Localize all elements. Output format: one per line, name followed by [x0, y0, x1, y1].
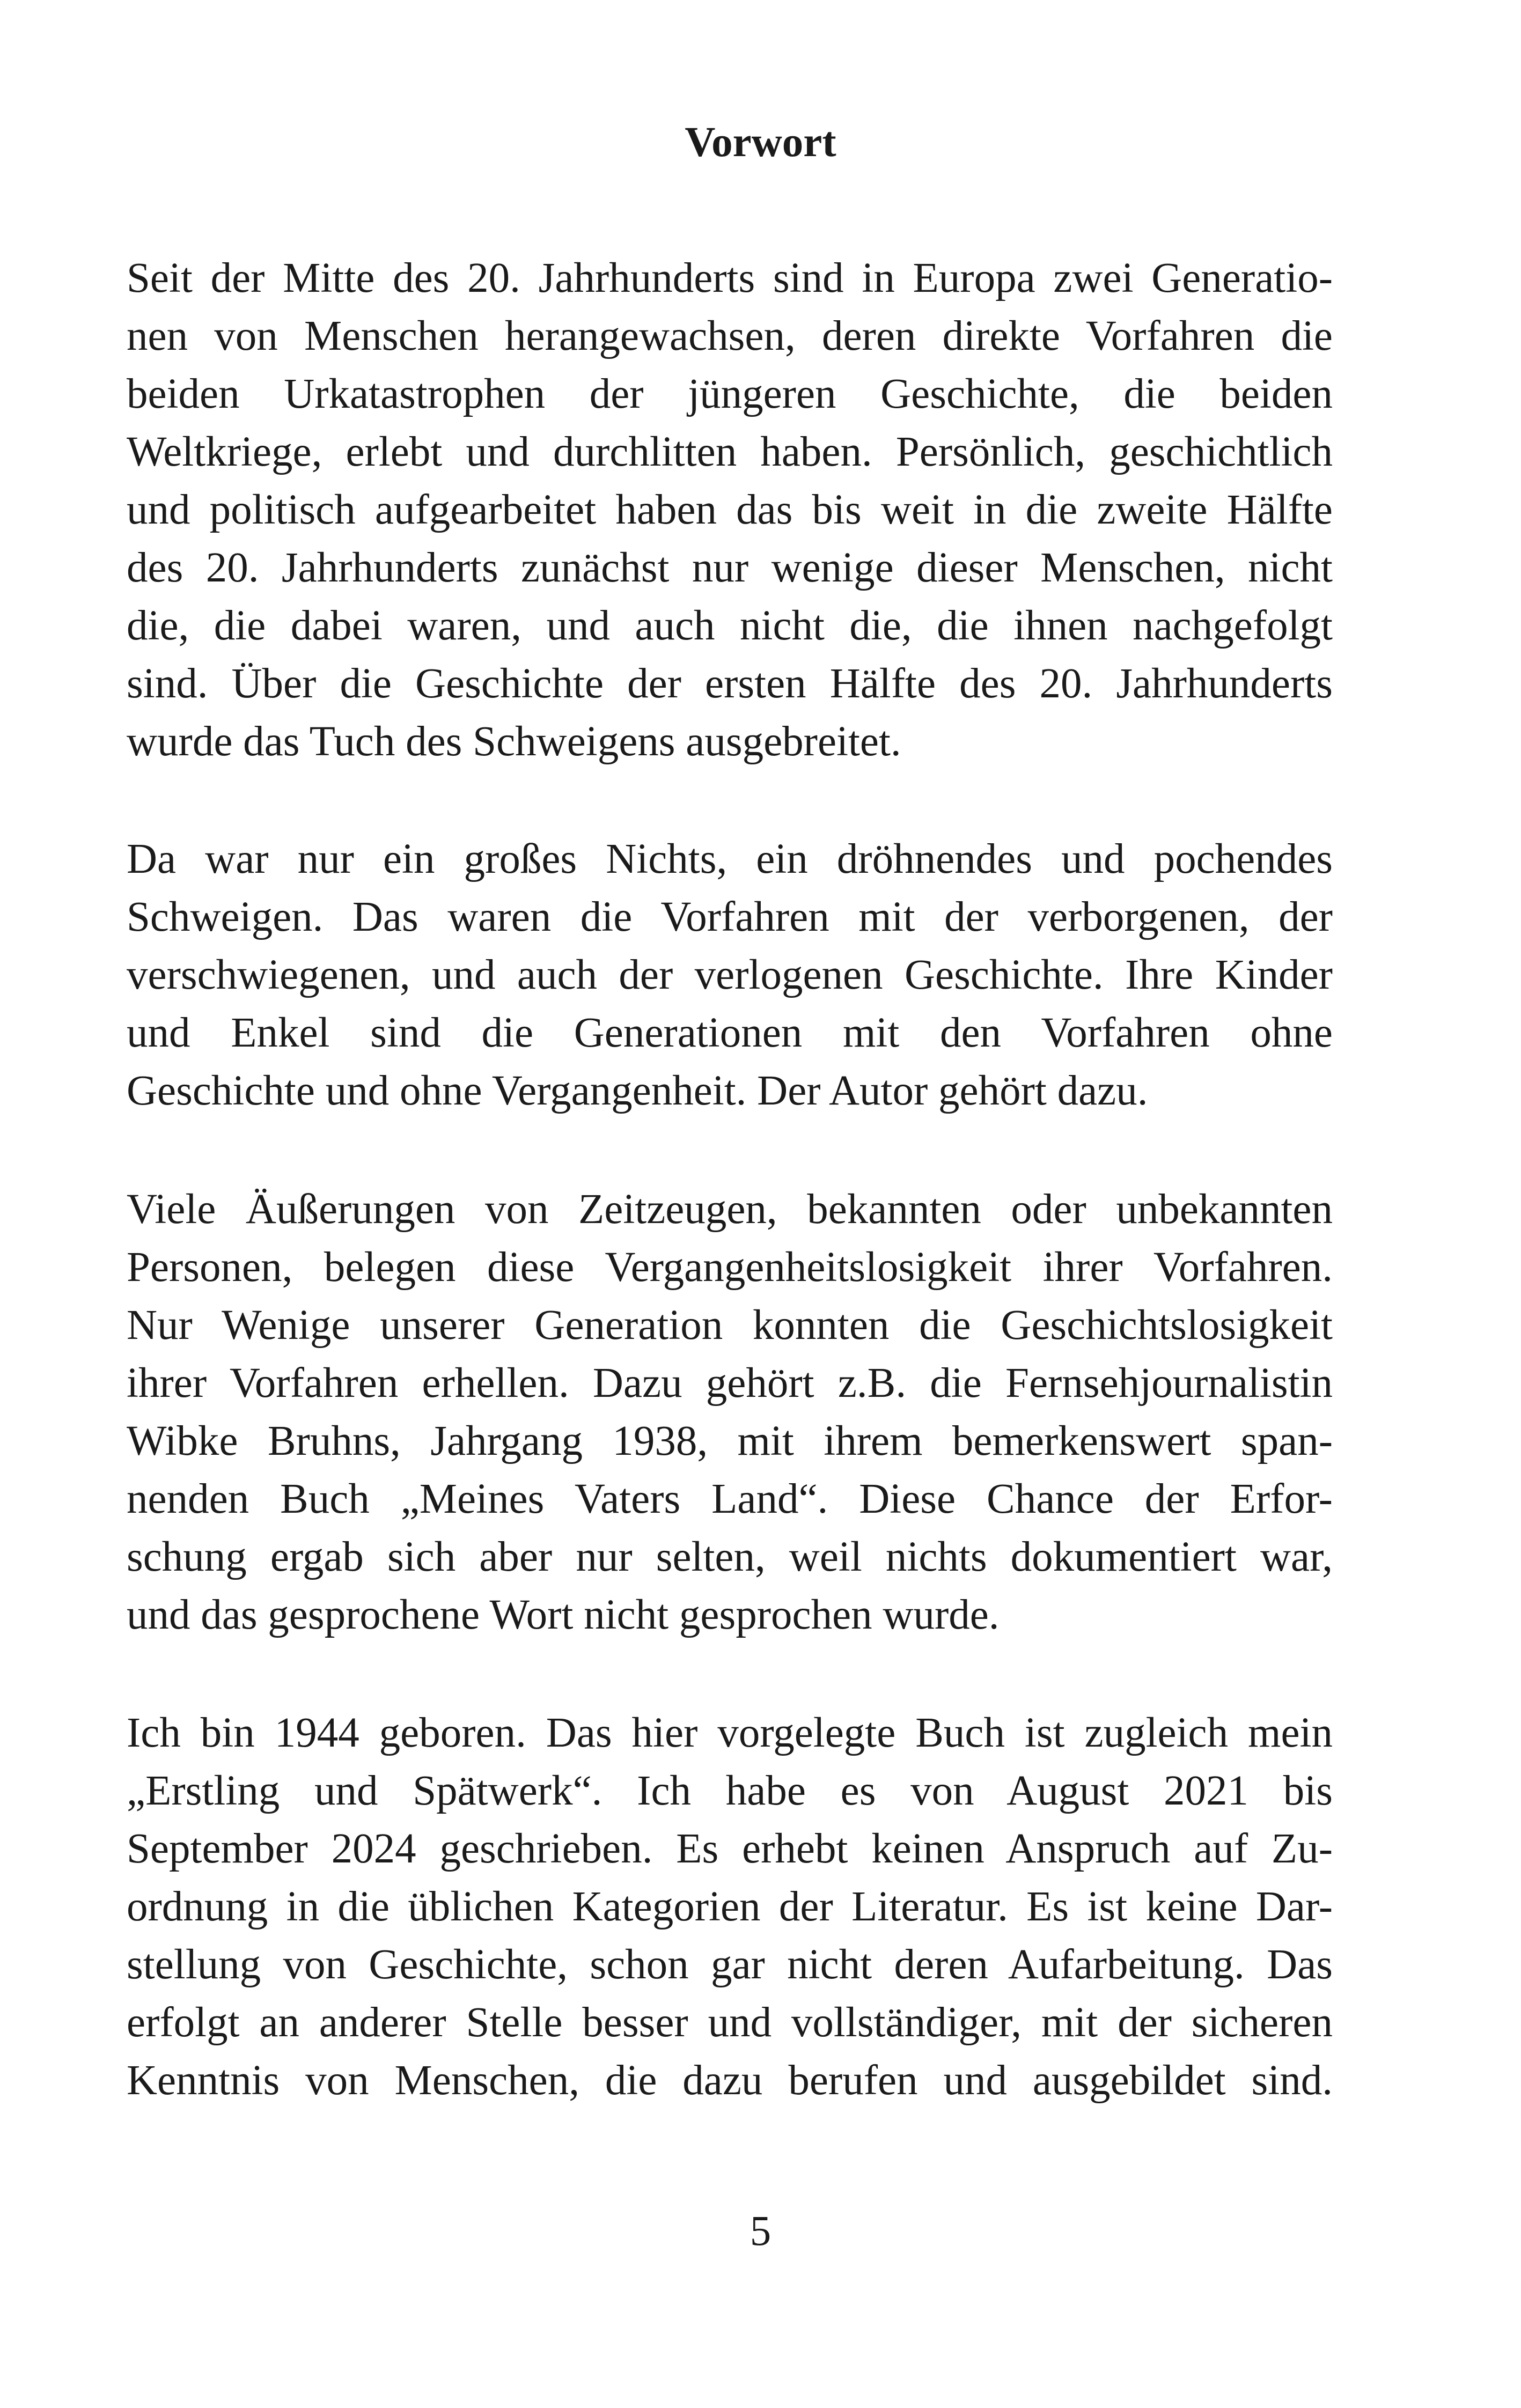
chapter-title: Vorwort: [685, 119, 836, 166]
text-line: Seit der Mitte des 20. Jahrhunderts sind in Europa zwei Generatio-: [127, 255, 1333, 301]
paragraph-3: [127, 1181, 1333, 1644]
text-line: Personen, belegen diese Vergangenheitslosigkeit ihrer Vorfahren.: [127, 1244, 1333, 1291]
text-line: Schweigen. Das waren die Vorfahren mit der verborgenen, der: [127, 894, 1333, 940]
text-line: Kenntnis von Menschen, die dazu berufen und ausgebildet sind.: [127, 2057, 1333, 2104]
text-line: und Enkel sind die Generationen mit den Vorfahren ohne: [127, 1010, 1333, 1056]
text-line: Nur Wenige unserer Generation konnten die Geschichtslosigkeit: [127, 1302, 1333, 1349]
text-line: schung ergab sich aber nur selten, weil nichts dokumentiert war,: [127, 1534, 1333, 1580]
text-line: Weltkriege, erlebt und durchlitten haben. Persönlich, geschichtlich: [127, 429, 1333, 475]
text-line: „Erstling und Spätwerk“. Ich habe es von August 2021 bis: [127, 1768, 1333, 1814]
paragraph-2: [127, 830, 1333, 1120]
text-line: nen von Menschen herangewachsen, deren direkte Vorfahren die: [127, 313, 1333, 359]
text-line: Wibke Bruhns, Jahrgang 1938, mit ihrem bemerkenswert span-: [127, 1418, 1333, 1464]
text-line: stellung von Geschichte, schon gar nicht deren Aufarbeitung. Das: [127, 1941, 1333, 1988]
text-line: und das gesprochene Wort nicht gesprochen wurde.: [127, 1592, 1000, 1638]
text-line: die, die dabei waren, und auch nicht die, die ihnen nachgefolgt: [127, 602, 1333, 649]
text-line: nenden Buch „Meines Vaters Land“. Diese Chance der Erfor-: [127, 1476, 1333, 1522]
text-line: Ich bin 1944 geboren. Das hier vorgelegte Buch ist zugleich mein: [127, 1710, 1333, 1756]
text-line: Viele Äußerungen von Zeitzeugen, bekannten oder unbekannten: [127, 1186, 1333, 1233]
page-number: 5: [750, 2208, 771, 2255]
paragraph-1: [127, 249, 1333, 771]
text-line: Geschichte und ohne Vergangenheit. Der Autor gehört dazu.: [127, 1067, 1148, 1114]
text-line: erfolgt an anderer Stelle besser und vollständiger, mit der sicheren: [127, 1999, 1333, 2046]
text-line: Da war nur ein großes Nichts, ein dröhnendes und pochendes: [127, 836, 1333, 882]
text-line: verschwiegenen, und auch der verlogenen Geschichte. Ihre Kinder: [127, 952, 1333, 998]
text-line: September 2024 geschrieben. Es erhebt keinen Anspruch auf Zu-: [127, 1825, 1333, 1872]
text-line: und politisch aufgearbeitet haben das bis weit in die zweite Hälfte: [127, 487, 1333, 533]
text-line: ihrer Vorfahren erhellen. Dazu gehört z.B. die Fernsehjournalistin: [127, 1360, 1333, 1406]
text-line: des 20. Jahrhunderts zunächst nur wenige dieser Menschen, nicht: [127, 544, 1333, 591]
paragraph-4: [127, 1704, 1333, 2110]
text-line: beiden Urkatastrophen der jüngeren Geschichte, die beiden: [127, 371, 1333, 417]
text-line: sind. Über die Geschichte der ersten Hälfte des 20. Jahrhunderts: [127, 660, 1333, 707]
text-line: ordnung in die üblichen Kategorien der Literatur. Es ist keine Dar-: [127, 1883, 1333, 1930]
text-line: wurde das Tuch des Schweigens ausgebreitet.: [127, 718, 901, 765]
